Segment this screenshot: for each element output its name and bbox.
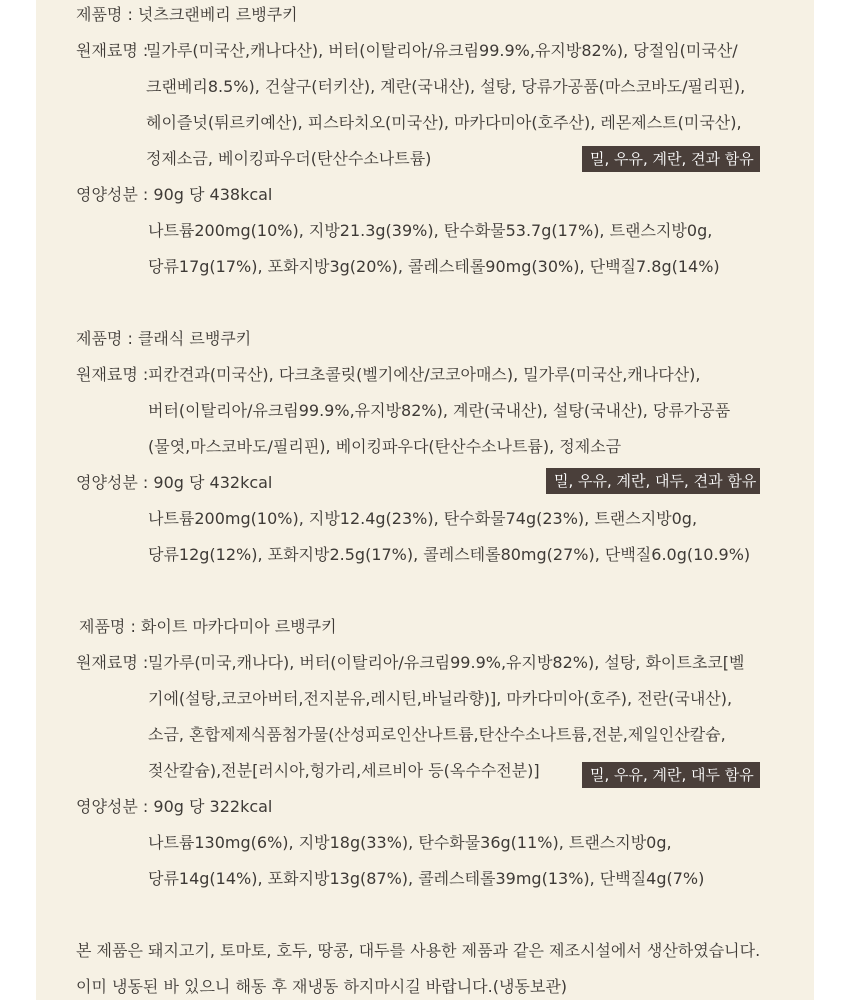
nutrition-label: 영양성분 : 90g 당 438kcal (76, 185, 273, 204)
ingredients-label: 원재료명 : (76, 41, 149, 60)
nutrition-label: 영양성분 : 90g 당 322kcal (76, 797, 273, 816)
ingredients-line: 버터(이탈리아/유크림99.9%,유지방82%), 계란(국내산), 설탕(국내산), 당류가공품 (148, 401, 731, 420)
ingredients-line: 소금, 혼합제제식품첨가물(산성피로인산나트륨,탄산수소나트륨,전분,제일인산칼슘, (148, 725, 726, 744)
nutrition-line: 나트륨200mg(10%), 지방21.3g(39%), 탄수화물53.7g(17%), 트랜스지방0g, (148, 221, 713, 240)
nutrition-line: 당류14g(14%), 포화지방13g(87%), 콜레스테롤39mg(13%), 단백질4g(7%) (148, 869, 705, 888)
nutrition-line: 나트륨200mg(10%), 지방12.4g(23%), 탄수화물74g(23%), 트랜스지방0g, (148, 509, 698, 528)
ingredients-line: 젖산칼슘),전분[러시아,헝가리,세르비아 등(옥수수전분)] (148, 761, 540, 780)
allergen-badge: 밀, 우유, 계란, 대두 함유 (582, 762, 760, 788)
product-name: 제품명 : 화이트 마카다미아 르뱅쿠키 (79, 617, 337, 636)
allergen-badge: 밀, 우유, 계란, 대두, 견과 함유 (546, 468, 760, 494)
nutrition-line: 당류12g(12%), 포화지방2.5g(17%), 콜레스테롤80mg(27%), 단백질6.0g(10.9%) (148, 545, 751, 564)
product-name: 제품명 : 클래식 르뱅쿠키 (76, 329, 252, 348)
ingredients-line: 크랜베리8.5%), 건살구(터키산), 계란(국내산), 설탕, 당류가공품(마스코바도/필리핀), (146, 77, 746, 96)
facility-notice: 본 제품은 돼지고기, 토마토, 호두, 땅콩, 대두를 사용한 제품과 같은 제조시설에서 생산하였습니다. (76, 941, 761, 960)
product-info-panel (36, 0, 814, 1000)
ingredients-line: 밀가루(미국산,캐나다산), 버터(이탈리아/유크림99.9%,유지방82%), 당절임(미국산/ (146, 41, 738, 60)
nutrition-line: 당류17g(17%), 포화지방3g(20%), 콜레스테롤90mg(30%), 단백질7.8g(14%) (148, 257, 720, 276)
ingredients-label: 원재료명 : (76, 365, 149, 384)
allergen-badge: 밀, 우유, 계란, 견과 함유 (582, 146, 760, 172)
nutrition-label: 영양성분 : 90g 당 432kcal (76, 473, 273, 492)
nutrition-line: 나트륨130mg(6%), 지방18g(33%), 탄수화물36g(11%), 트랜스지방0g, (148, 833, 672, 852)
ingredients-line: 밀가루(미국,캐나다), 버터(이탈리아/유크림99.9%,유지방82%), 설탕, 화이트초코[벨 (148, 653, 745, 672)
product-name: 제품명 : 넛츠크랜베리 르뱅쿠키 (76, 5, 298, 24)
ingredients-label: 원재료명 : (76, 653, 149, 672)
ingredients-line: 기에(설탕,코코아버터,전지분유,레시틴,바닐라향)], 마카다미아(호주), 전란(국내산), (148, 689, 733, 708)
ingredients-line: 헤이즐넛(튀르키예산), 피스타치오(미국산), 마카다미아(호주산), 레몬제스트(미국산), (146, 113, 742, 132)
ingredients-line: 정제소금, 베이킹파우더(탄산수소나트륨) (146, 149, 432, 168)
storage-notice: 이미 냉동된 바 있으니 해동 후 재냉동 하지마시길 바랍니다.(냉동보관) (76, 977, 568, 996)
ingredients-line: (물엿,마스코바도/필리핀), 베이킹파우다(탄산수소나트륨), 정제소금 (148, 437, 622, 456)
ingredients-line: 피칸견과(미국산), 다크초콜릿(벨기에산/코코아매스), 밀가루(미국산,캐나다산), (148, 365, 701, 384)
